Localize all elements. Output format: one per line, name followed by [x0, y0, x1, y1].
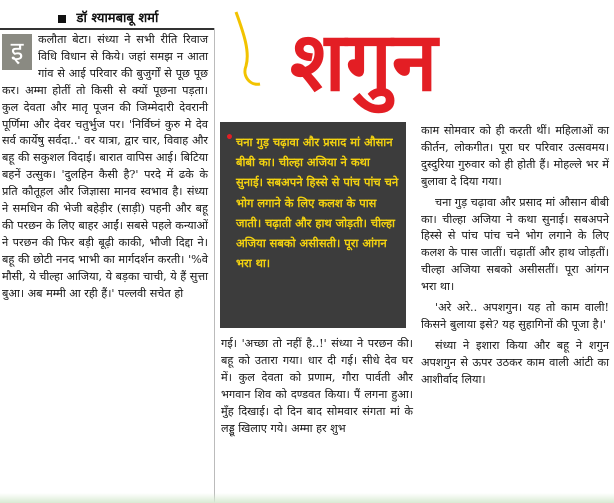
right-paragraph: चना गुड़ चढ़ावा और प्रसाद मां औसान बीबी का। चील्हा अजिया ने कथा सुनाई। सबअपने हिस्से से पांच पांच चने भोग लगाने के लिए कलश के पास जातीं। चढ़ातीं और हाथ जोड़तीं। चील्हा अजिया सबको असीसतीं। पूरा आंगन भरा था। — [421, 195, 609, 294]
article-title-logo — [220, 4, 614, 114]
right-column — [421, 123, 609, 389]
left-column — [2, 32, 208, 303]
author-name: डॉ श्यामबाबू शर्मा — [76, 11, 159, 26]
right-paragraph: काम सोमवार को ही करती थीं। महिलाओं का कीर्तन, लोकगीत। पूरा घर परिवार उत्सवमय। दुस्दुरिया गुरुवार को ही होती हैं। मोहल्ले भर में बुलावा दे दिया गया। — [421, 124, 609, 188]
middle-column-text: गई। 'अच्छा तो नहीं है..!' संध्या ने परछन की। बहू को उतारा गया। धार दी गई। सीधे देव घर में। कुल देवता को प्रणाम, गौरा पार्वती और भगवान शिव को दण्डवत किया। पैं लगना हुआ। मुँह दिखाई। दो दिन बाद सोमवार संगता मां के लड्डू खिलाए गये। अम्मा हर शुभ — [221, 337, 413, 435]
drop-cap: इ — [2, 34, 32, 70]
right-paragraph: संध्या ने इशारा किया और बहू ने शगुन अपशगुन से ऊपर उठकर काम वाली आंटी का आशीर्वाद लिया। — [421, 338, 609, 386]
pull-quote-text: चना गुड़ चढ़ावा और प्रसाद मां औसान बीबी का। चील्हा अजिया ने कथा सुनाई। सबअपने हिस्से से पांच पांच चने भोग लगाने के लिए कलश के पास जाती। चढ़ाती और हाथ जोड़ती। चील्हा अजिया सबको असीसती। पूरा आंगन भरा था। — [236, 135, 399, 271]
square-bullet-icon — [58, 15, 66, 23]
pull-quote-box — [220, 122, 406, 328]
middle-column — [221, 336, 413, 437]
article-title: शगुन — [290, 15, 438, 110]
top-rule — [0, 28, 214, 30]
page-bottom-edge — [0, 493, 614, 503]
pull-quote-marker: • — [225, 130, 234, 146]
decorative-swirl-icon — [236, 12, 260, 84]
author-byline — [58, 8, 158, 26]
left-column-text: कलौता बेटा। संध्या ने सभी रीति रिवाज विधि विधान से किये। जहां समझ न आता गांव से आई परिवार की बुजुर्गों से पूछ पूछ कर। अम्मा होतीं तो किसी से क्यों पूछना पड़ता। कुल देवता और मातृ पूजन की जिम्मेदारी देवरानी पूर्णिमा और देवर चतुर्भुज पर। 'निर्विघ्नं कुरु मे देव सर्व कार्येषु सर्वदा..' वर यात्रा, द्वार चार, विवाह और बहू की सकुशल विदाई। बारात वापिस आई। बिटिया बहनें उत्सुक। 'दुलहिन कैसी है?' परदे में ढके के प्रति कौतूहल और जिज्ञासा मानव स्वभाव है। संध्या ने समधिन की भेजी बहेड़ीर (साड़ी) पहनी और बहू की परछन के लिए बाहर आईं। सबसे पहले कन्याओं ने परछन की फिर बड़ी बूढ़ी काकी, भौजी दिद्दा ने। बहू की छोटी ननद भाभी का मार्गदर्शन करती। '%वे मौसी, ये चील्हा आजिया, ये बड़का चाची, ये हैं सुत्ता बुआ। अब मम्मी आ रही हैं।' पल्लवी सचेत हो — [2, 33, 208, 300]
column-divider — [214, 28, 215, 503]
right-paragraph: 'अरे अरे.. अपशगुन। यह तो काम वाली! किसने बुलाया इसे? यह सुहागिनों की पूजा है।' — [421, 301, 609, 331]
